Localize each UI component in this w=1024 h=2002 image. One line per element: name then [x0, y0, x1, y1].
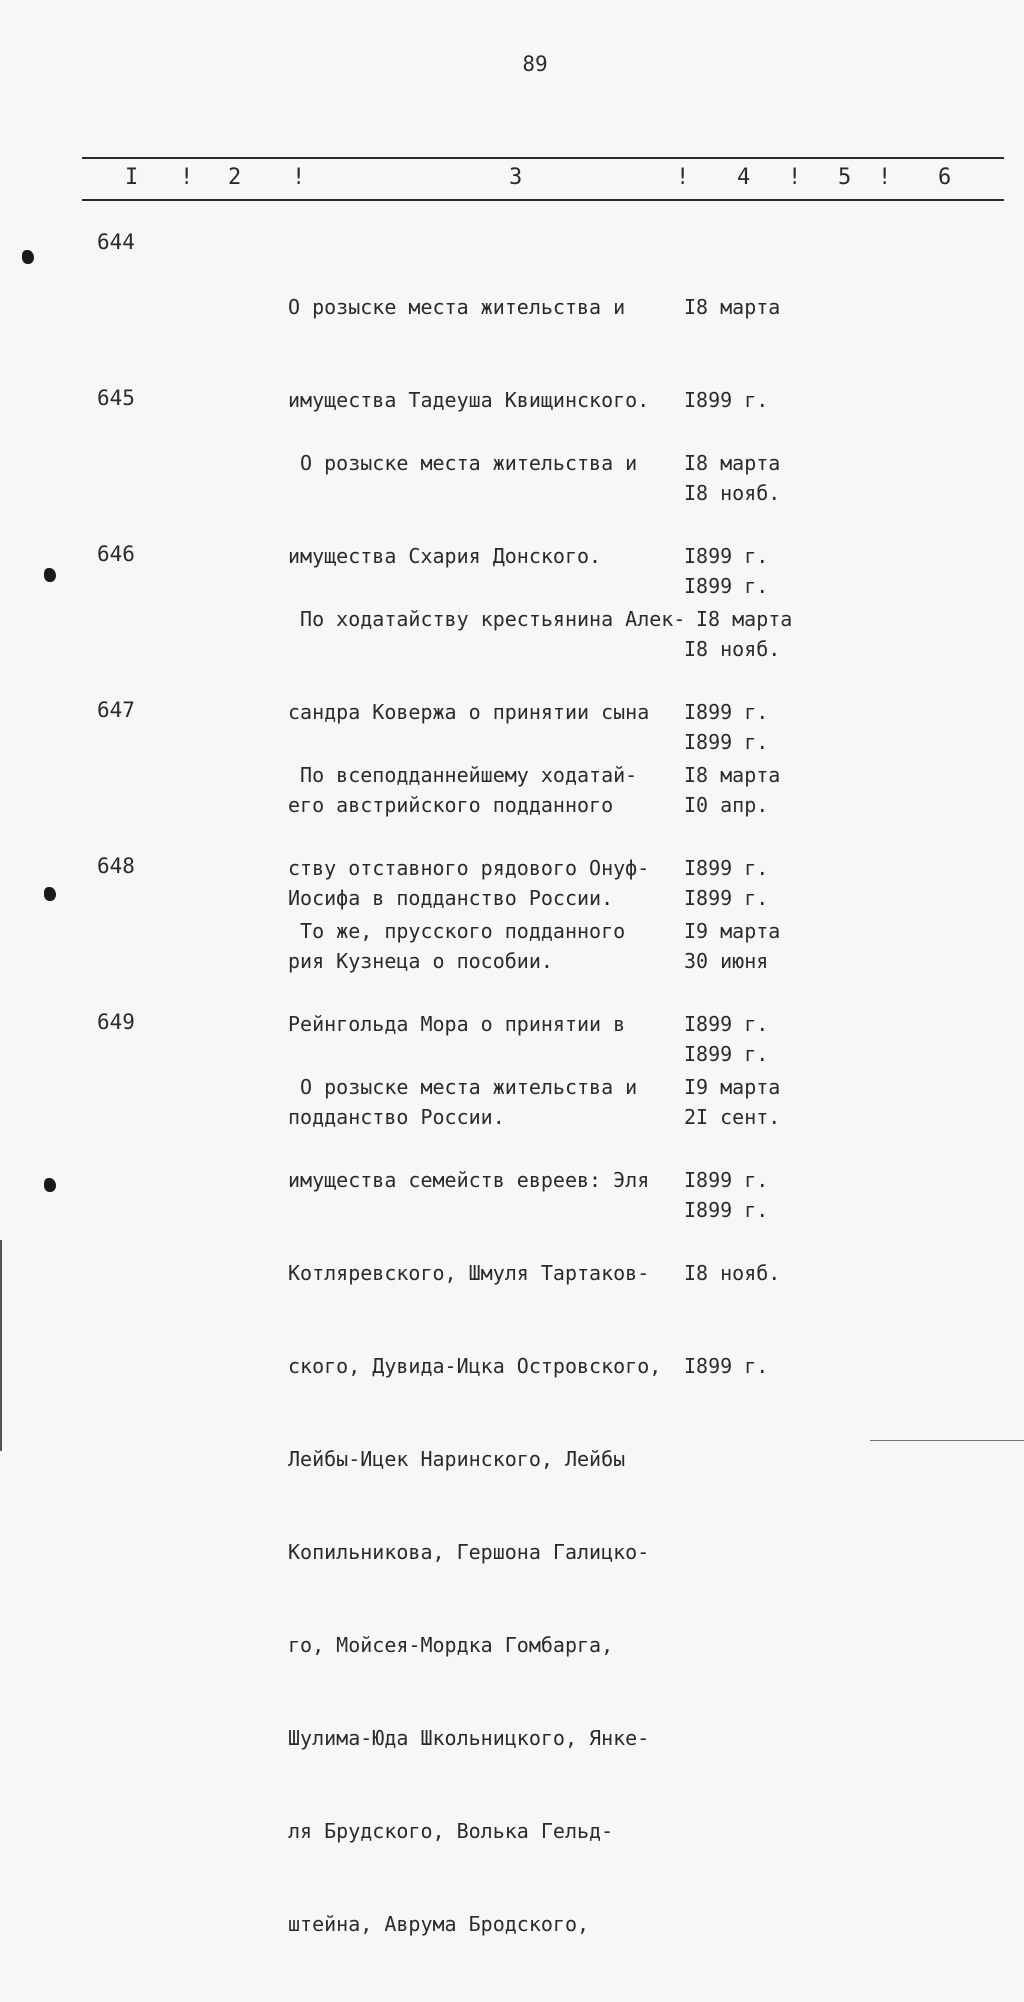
description-line: По всеподданнейшему ходатай-	[288, 763, 638, 787]
description-line: ству отставного рядового Онуф-	[288, 856, 650, 880]
date-line: I899 г.	[684, 1012, 769, 1036]
description-line: Рейнгольда Мора о принятии в	[288, 1012, 626, 1036]
entry-number: 648	[97, 854, 135, 878]
date-line: I9 марта	[684, 1075, 781, 1099]
date-line: I8 марта	[684, 763, 781, 787]
entry-number: 645	[97, 386, 135, 410]
date-line: I8 марта	[696, 607, 793, 631]
header-col-5: 5	[838, 165, 852, 190]
date-line: I0 апр.	[684, 793, 769, 817]
description-line: Иосифа в подданство России.	[288, 886, 614, 910]
description-line: сандра Ковержа о принятии сына	[288, 700, 650, 724]
date-line: I8 нояб.	[684, 1261, 781, 1285]
header-rule-top	[82, 157, 1004, 159]
description-line: Котляревского, Шмуля Тартаков-	[288, 1261, 650, 1285]
description-line: По ходатайству крестьянина Алек-	[288, 607, 686, 631]
date-line: I899 г.	[684, 886, 769, 910]
description-line: подданство России.	[288, 1105, 505, 1129]
header-col-4: 4	[737, 165, 751, 190]
date-line: I899 г.	[684, 1168, 769, 1192]
date-line: I899 г.	[684, 1354, 769, 1378]
description-line: Лейбы-Ицек Наринского, Лейбы	[288, 1447, 626, 1471]
description-line: О розыске места жительства и	[288, 295, 626, 319]
date-line: I8 нояб.	[684, 637, 781, 661]
description-line: О розыске места жительства и	[288, 451, 638, 475]
description-line: Копильникова, Гершона Галицко-	[288, 1540, 650, 1564]
description-line: го, Мойсея-Мордка Гомбарга,	[288, 1633, 614, 1657]
description-line: О розыске места жительства и	[288, 1075, 638, 1099]
header-rule-bottom	[82, 199, 1004, 201]
description-line: ля Брудского, Волька Гельд-	[288, 1819, 614, 1843]
entry-number: 649	[97, 1010, 135, 1034]
date-line: 2I сент.	[684, 1105, 781, 1129]
entry-description	[288, 1010, 661, 2002]
date-line: 30 июня	[684, 949, 769, 973]
date-line: I9 марта	[684, 919, 781, 943]
header-col-3: 3	[509, 165, 523, 190]
header-col-2: 2	[228, 165, 242, 190]
date-line: I899 г.	[684, 856, 769, 880]
binding-hole	[44, 887, 56, 901]
entry-number: 644	[97, 230, 135, 254]
date-line: I899 г.	[684, 574, 769, 598]
header-separator: !	[788, 165, 802, 190]
description-line: ского, Дувида-Ицка Островского,	[288, 1354, 662, 1378]
date-line: I899 г.	[684, 544, 769, 568]
header-separator: !	[180, 165, 194, 190]
description-line: имущества Схария Донского.	[288, 544, 602, 568]
description-line: имущества семейств евреев: Эля	[288, 1168, 650, 1192]
binding-hole	[22, 250, 34, 264]
scan-bottom-line	[870, 1440, 1024, 1441]
description-line: его австрийского подданного	[288, 793, 614, 817]
header-separator: !	[676, 165, 690, 190]
scan-edge-line	[0, 1240, 2, 1451]
date-line: I8 нояб.	[684, 481, 781, 505]
entry-number: 646	[97, 542, 135, 566]
date-line: I899 г.	[684, 700, 769, 724]
date-line: I8 марта	[684, 451, 781, 475]
entry-number: 647	[97, 698, 135, 722]
description-line: рия Кузнеца о пособии.	[288, 949, 553, 973]
binding-hole	[44, 1178, 56, 1192]
description-line: Шулима-Юда Школьницкого, Янке-	[288, 1726, 650, 1750]
date-line: I899 г.	[684, 730, 769, 754]
header-col-6: 6	[938, 165, 952, 190]
date-line: I8 марта	[684, 295, 781, 319]
header-separator: !	[292, 165, 306, 190]
date-line: I899 г.	[684, 1198, 769, 1222]
date-line: I899 г.	[684, 1042, 769, 1066]
header-separator: !	[878, 165, 892, 190]
description-line: То же, прусского подданного	[288, 919, 626, 943]
description-line: штейна, Аврума Бродского,	[288, 1912, 590, 1936]
description-line: имущества Тадеуша Квищинского.	[288, 388, 650, 412]
header-col-1: I	[125, 165, 139, 190]
page-number: 89	[522, 52, 548, 76]
date-line: I899 г.	[684, 388, 769, 412]
entry-dates	[684, 1010, 780, 1444]
binding-hole	[44, 568, 56, 582]
